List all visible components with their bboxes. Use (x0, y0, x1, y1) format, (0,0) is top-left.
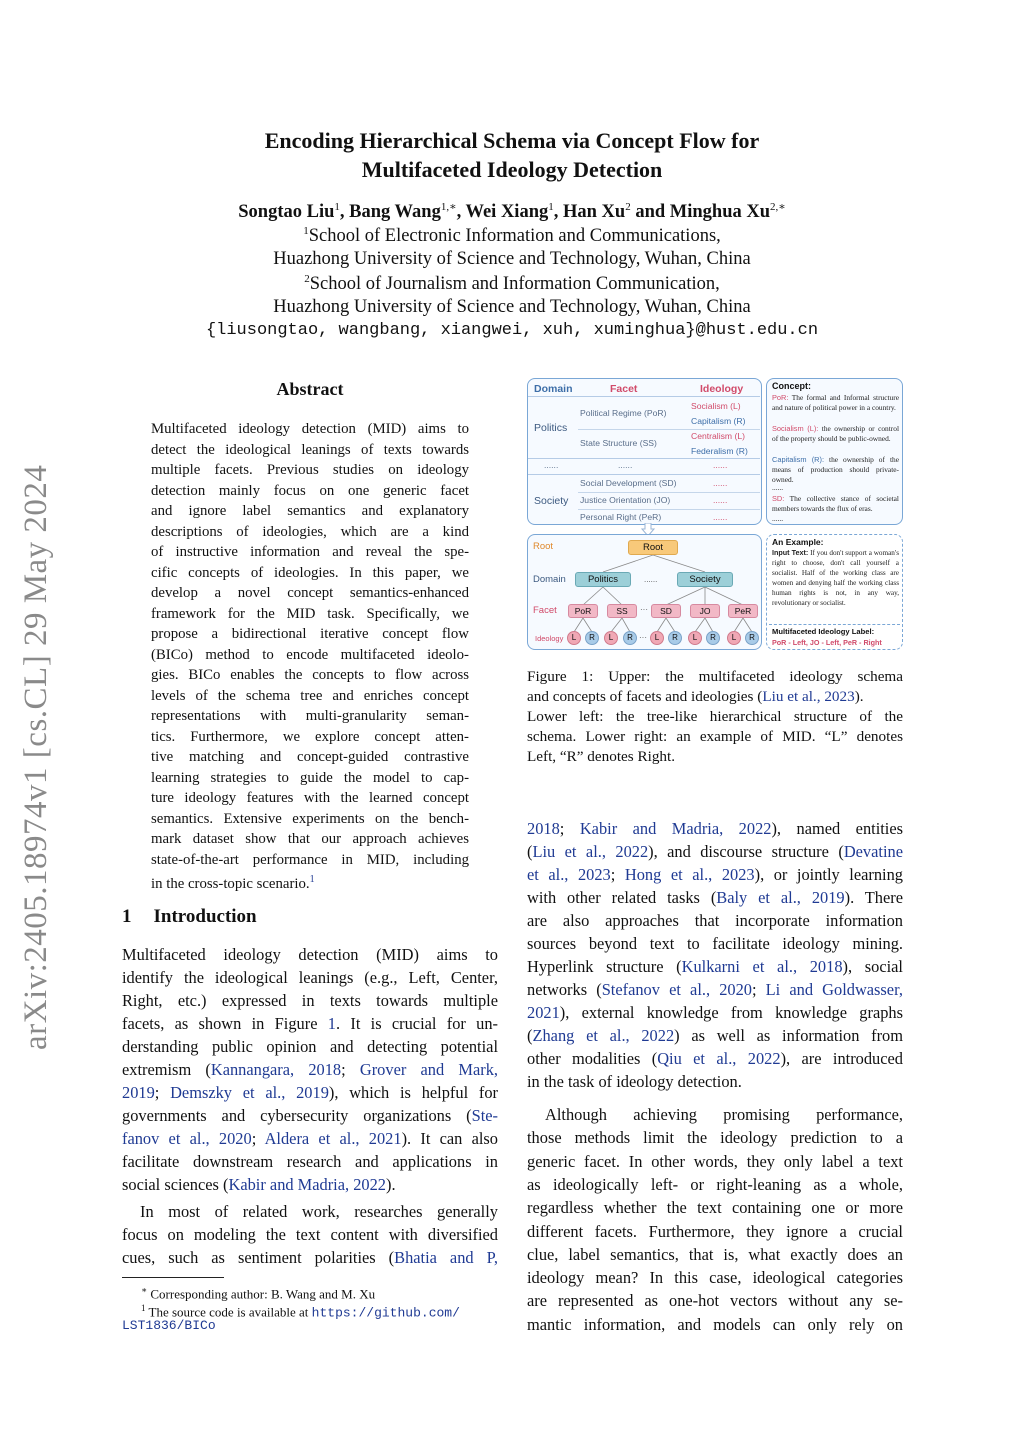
row-divider (578, 429, 760, 430)
leaf-right: R (623, 631, 637, 645)
citation-link[interactable]: Ste- (471, 1106, 498, 1125)
text: ; (341, 1060, 360, 1079)
author-1: Songtao Liu (238, 202, 335, 223)
citation-link[interactable]: Bhatia and P, (394, 1248, 498, 1267)
text: ), are introduced (780, 1049, 903, 1068)
ellipsis: ...... (544, 460, 559, 470)
leaf-right: R (668, 631, 682, 645)
schema-header-domain: Domain (534, 383, 573, 395)
abstract-line: gies. BICo enables the concepts to flow across (151, 667, 469, 683)
affiliation-1-sup: 1 (303, 225, 309, 237)
text: ). It can also (401, 1129, 499, 1148)
tree-node-ss: SS (607, 604, 637, 618)
facet-jo: Justice Orientation (JO) (580, 495, 671, 505)
leaf-left: L (727, 631, 741, 645)
ellipsis: ...... (772, 514, 784, 523)
affiliation-2 (150, 273, 874, 295)
text: networks ( (527, 980, 602, 999)
abstract-line: develop a novel concept semantics-enhanced (151, 585, 469, 601)
footnote-1-text: Corresponding author: B. Wang and M. Xu (150, 1286, 376, 1302)
level-facet-label: Facet (533, 605, 557, 616)
affiliation-1-university: Huazhong University of Science and Technology, Wuhan, China (273, 249, 751, 269)
citation-link[interactable]: Kabir and Madria, 2022 (228, 1175, 386, 1194)
intro-right-line: in the task of ideology detection. (527, 1072, 742, 1091)
figure-ref-link[interactable]: 1 (327, 1014, 336, 1033)
domain-society: Society (534, 495, 569, 507)
ellipsis: ...... (644, 575, 658, 584)
text: cues, such as sentiment polarities ( (122, 1248, 395, 1267)
abstract-line: multiple facets. Previous studies on ideology (151, 462, 469, 478)
intro-line: identify the ideological leanings (e.g., Left, Center, (122, 968, 498, 987)
intro-line: facilitate downstream research and applications in (122, 1152, 498, 1171)
concept-por (772, 393, 899, 413)
leaf-left: L (567, 631, 581, 645)
footnote-2-mark: 1 (141, 1303, 146, 1313)
example-input (772, 548, 899, 608)
concept-heading: Concept: (772, 381, 811, 391)
arxiv-stamp: arXiv:2405.18974v1 [cs.CL] 29 May 2024 (18, 464, 54, 1050)
text: ). (854, 688, 864, 705)
ideology-capitalism: Capitalism (R) (691, 416, 746, 426)
intro-right-line (527, 886, 903, 909)
tree-node-per: PeR (728, 604, 758, 618)
text: ; (154, 1083, 171, 1102)
abstract-line: detection mainly focus on one generic facet (151, 482, 469, 499)
abstract-line: semantics. Extensive experiments on the bench- (151, 810, 469, 827)
level-domain-label: Domain (533, 574, 566, 585)
level-root-label: Root (533, 541, 554, 552)
ellipsis: ...... (713, 460, 728, 470)
abstract-line: descriptions of ideologies, which are a kind (151, 523, 469, 540)
abstract-line: detect the ideological leanings of texts towards (151, 441, 469, 458)
author-and: and (635, 202, 666, 223)
abstract-line: propose a bidirectional iterative concept flow (151, 626, 469, 642)
intro-right-line: different facets. Furthermore, they ignore a crucial (527, 1221, 903, 1241)
figure-caption-line: Left, “R” denotes Right. (527, 748, 676, 765)
author-5-sup: 2,∗ (770, 201, 786, 213)
title-line-2: Multifaceted Ideology Detection (361, 157, 663, 182)
author-1-sup: 1 (334, 201, 340, 213)
abstract-line: and ignore label semantics and explanatory (151, 503, 469, 519)
text: ; (610, 865, 625, 884)
intro-right-line: sources beyond text to facilitate ideology mining. (527, 934, 903, 953)
text: ), external knowledge from knowledge graphs (559, 1003, 903, 1022)
concept-sd (772, 494, 899, 514)
figure-caption-line: Figure 1: Upper: the multifaceted ideology schema (527, 668, 903, 685)
facet-ss: State Structure (SS) (580, 438, 657, 448)
abstract-line: tive matching and concept-guided contrastive (151, 749, 469, 765)
text: ; (751, 980, 766, 999)
intro-right-line: clue, label semantics, that is, what exactly does an (527, 1244, 903, 1264)
intro-right-line (527, 1047, 903, 1070)
title-line-1: Encoding Hierarchical Schema via Concept Flow for (264, 128, 760, 153)
text: extremism ( (122, 1060, 211, 1079)
concept-socialism-label: Socialism (L): (772, 424, 819, 433)
text: . It is crucial for un- (335, 1014, 498, 1033)
text: ; (251, 1129, 265, 1148)
intro-right-line: are also approaches that incorporate information (527, 911, 903, 930)
citation-link[interactable]: 2018 (527, 819, 560, 838)
facet-por: Political Regime (PoR) (580, 408, 667, 418)
intro-right-line: those methods limit the ideology prediction to a (527, 1128, 903, 1148)
concept-capitalism-label: Capitalism (R): (772, 455, 825, 464)
text: and concepts of facets and ideologies ( (527, 688, 763, 705)
citation-link[interactable]: Zhang et al., 2022 (532, 1026, 675, 1045)
abstract-line: state-of-the-art performance in MID, including (151, 851, 469, 868)
citation-link[interactable]: Kabir and Madria, 2022 (579, 819, 772, 838)
ellipsis: ...... (772, 483, 784, 492)
paper-title (150, 126, 874, 184)
citation-link[interactable]: Kannangara, 2018 (210, 1060, 342, 1079)
intro-line: Multifaceted ideology detection (MID) aims to (122, 945, 498, 964)
ellipsis: ...... (618, 460, 633, 470)
affiliation-2-sup: 2 (304, 273, 310, 285)
text: with other related tasks ( (527, 888, 717, 907)
facet-per: Personal Right (PeR) (580, 512, 662, 522)
text: ) as well as information from (674, 1026, 903, 1045)
intro-line (122, 1058, 498, 1081)
citation-link[interactable]: Baly et al., 2019 (716, 888, 845, 907)
abstract-line: framework for the MID task. Specifically, we (151, 605, 469, 622)
intro-line (122, 1081, 498, 1104)
citation-link[interactable]: Kulkarni et al., 2018 (681, 957, 843, 976)
intro-right-line (527, 1024, 903, 1047)
citation-link[interactable]: Grover and Mark, (359, 1060, 498, 1079)
intro-right-line (527, 955, 903, 978)
ellipsis: ··· (639, 633, 647, 642)
citation-link[interactable]: Aldera et al., 2021 (264, 1129, 402, 1148)
section-heading (122, 906, 257, 928)
row-divider (528, 458, 760, 459)
text: social sciences ( (122, 1175, 229, 1194)
intro-line (122, 1104, 498, 1127)
affiliation-1 (150, 225, 874, 247)
section-title: Introduction (153, 906, 257, 927)
citation-link[interactable]: Qiu et al., 2022 (657, 1049, 781, 1068)
citation-link[interactable]: Devatine (843, 842, 903, 861)
affiliation-2-text: School of Journalism and Information Communication, (309, 274, 720, 295)
abstract-line: of instructive information and reveal the spe- (151, 544, 469, 560)
citation-link[interactable]: et al., 2023 (527, 865, 611, 884)
intro-right-line: ideology mean? In this case, ideological categories (527, 1268, 903, 1288)
footnote-2-text: The source code is available at (148, 1304, 312, 1320)
abstract-line: levels of the schema tree and enriches concept (151, 687, 469, 704)
text: ), which is helpful for (328, 1083, 498, 1102)
intro-right-line: Although achieving promising performance, (545, 1105, 903, 1124)
section-number: 1 (122, 906, 132, 927)
intro-line (122, 1127, 498, 1150)
leaf-right: R (585, 631, 599, 645)
abstract-line: learning strategies to guide the model to cap- (151, 769, 469, 786)
intro-right-line: are represented as one-hot vectors without any se- (527, 1291, 903, 1311)
intro-right-line: as ideologically left- or right-leaning as a whole, (527, 1174, 903, 1194)
schema-table (527, 378, 762, 525)
intro-right-line (527, 840, 903, 863)
footnote-1-mark: ∗ (141, 1285, 148, 1295)
author-2-sup: 1,∗ (440, 201, 457, 213)
citation-link[interactable]: Liu et al., 2022 (532, 842, 649, 861)
facet-sd: Social Development (SD) (580, 478, 677, 488)
tree-node-sd: SD (651, 604, 681, 618)
intro-line: derstanding public opinion and detecting potential (122, 1037, 498, 1056)
intro-line: Right, etc.) expressed in texts towards multiple (122, 991, 498, 1010)
author-3-sup: 1 (548, 201, 554, 213)
text: ). (386, 1175, 396, 1194)
row-divider (578, 509, 760, 510)
leaf-left: L (604, 631, 618, 645)
example-heading: An Example: (772, 537, 824, 547)
affiliation-2-university: Huazhong University of Science and Technology, Wuhan, China (273, 297, 751, 317)
example-input-text: If you don't support a woman's right to choose, don't call yourself a socialist. Half of the working class are women and denying half the working class human rights is not, in any way, revolutionary or socialist. (772, 549, 899, 607)
intro-right-line (527, 1001, 903, 1024)
text: ( (527, 842, 533, 861)
abstract-last-text: in the cross-topic scenario. (151, 875, 310, 892)
intro-line (122, 1012, 498, 1035)
abstract-line: representations with multi-granularity seman- (151, 708, 469, 724)
author-emails: {liusongtao, wangbang, xiangwei, xuh, xuminghua}@hust.edu.cn (205, 321, 819, 340)
figure-caption-line: Lower left: the tree-like hierarchical structure of the (527, 708, 903, 725)
ellipsis: ...... (713, 478, 728, 488)
intro-right-line: generic facet. In other words, they only label a text (527, 1151, 903, 1171)
text: ), social (842, 957, 903, 976)
abstract-line: mark dataset show that our approach achieves (151, 831, 469, 847)
source-code-link-cont[interactable]: LST1836/BICo (122, 1318, 216, 1333)
citation-link[interactable]: Stefanov et al., 2020 (601, 980, 752, 999)
text: ). There (844, 888, 903, 907)
intro-line: focus on modeling the text content with diversified (122, 1225, 498, 1244)
abstract-line: cific concepts of ideologies. In this paper, we (151, 564, 469, 581)
concept-socialism-text: the ownership or control of the property should be public-owned. (772, 424, 900, 444)
author-list: Songtao Liu$^1$, Bang Wang$^{1,∗}$, Wei Xiang$^1$, Han Xu$^2$ and Minghua $Xu^{2,∗}$ (238, 201, 786, 223)
text: facets, as shown in Figure (122, 1014, 328, 1033)
text: ( (527, 1026, 533, 1045)
concept-sd-text: The collective stance of societal members towards the flux of eras. (772, 494, 899, 514)
example-divider (769, 624, 900, 625)
abstract-line: (BICo) method to encode multifaceted ideolo- (151, 646, 469, 663)
abstract-heading: Abstract (276, 379, 344, 399)
intro-line (122, 1173, 498, 1196)
tree-node-root: Root (628, 540, 678, 555)
leaf-right: R (706, 631, 720, 645)
footnote-ref-1[interactable]: 1 (309, 874, 315, 885)
footnote-rule (122, 1277, 224, 1278)
citation-link[interactable]: Hong et al., 2023 (624, 865, 755, 884)
tree-node-society: Society (677, 572, 733, 587)
text: ), and discourse structure ( (648, 842, 844, 861)
tree-box (527, 534, 762, 650)
label-value: PoR - Left, JO - Left, PeR - Right (772, 638, 882, 647)
abstract-line: tics. Furthermore, we explore concept atten- (151, 728, 469, 745)
concept-sd-label: SD: (772, 494, 785, 503)
concept-capitalism-text: the ownership of the means of production should private-owned. (772, 455, 899, 485)
citation-link[interactable]: Liu et al., 2023 (762, 688, 855, 705)
text: ), or jointly learning (754, 865, 903, 884)
text: Hyperlink structure ( (527, 957, 682, 976)
schema-header-facet: Facet (610, 383, 638, 395)
intro-right-line (527, 978, 903, 1001)
author-5: Minghua Xu (669, 202, 771, 223)
level-ideology-label: Ideology (535, 634, 564, 643)
intro-line (122, 1246, 498, 1269)
abstract-last-line (151, 870, 469, 894)
concept-socialism (772, 424, 899, 444)
ellipsis: ...... (713, 512, 728, 522)
author-2: Bang Wang (349, 202, 441, 223)
row-divider (578, 492, 760, 493)
concept-box (766, 378, 903, 525)
author-4-sup: 2 (625, 201, 631, 213)
author-3: Wei Xiang (465, 202, 549, 223)
row-divider (528, 474, 760, 475)
ideology-centralism: Centralism (L) (691, 431, 745, 441)
figure-caption-line: schema. Lower right: an example of MID. “L” denotes (527, 728, 903, 745)
author-4: Han Xu (562, 202, 626, 223)
tree-node-por: PoR (568, 604, 598, 618)
tree-node-jo: JO (690, 604, 720, 618)
affiliation-1-text: School of Electronic Information and Communications, (308, 226, 721, 247)
leaf-right: R (745, 631, 759, 645)
ideology-federalism: Federalism (R) (691, 446, 748, 456)
concept-capitalism (772, 455, 899, 486)
concept-por-label: PoR: (772, 393, 789, 402)
source-code-link[interactable]: https://github.com/ (311, 1305, 460, 1321)
concept-por-text: The formal and Informal structure and nature of political power in a country. (772, 393, 899, 413)
figure-caption-line (527, 687, 903, 708)
text: ; (559, 819, 580, 838)
ideology-socialism: Socialism (L) (691, 401, 741, 411)
text: governments and cybersecurity organizations ( (122, 1106, 472, 1125)
intro-right-line: mantic information, and models can only rely on (527, 1314, 903, 1334)
leaf-left: L (688, 631, 702, 645)
text: other modalities ( (527, 1049, 658, 1068)
citation-link[interactable]: fanov et al., 2020 (122, 1129, 252, 1148)
ellipsis: ··· (640, 605, 648, 614)
domain-politics: Politics (534, 422, 568, 434)
example-box (766, 534, 903, 650)
intro-line: In most of related work, researches generally (140, 1202, 498, 1221)
abstract-line: Multifaceted ideology detection (MID) aims to (151, 421, 469, 437)
text: ), named entities (771, 819, 904, 838)
tree-node-politics: Politics (575, 572, 631, 587)
leaf-left: L (650, 631, 664, 645)
schema-header-ideology: Ideology (700, 383, 744, 395)
abstract-line: ture ideology features with the learned concept (151, 790, 469, 806)
label-heading: Multifaceted Ideology Label: (772, 627, 875, 636)
intro-right-line (527, 863, 903, 886)
citation-link[interactable]: 2019 (122, 1083, 155, 1102)
ellipsis: ...... (713, 495, 728, 505)
intro-right-line: regardless whether the text containing one or more (527, 1198, 903, 1218)
example-input-label: Input Text: (772, 548, 809, 557)
citation-link[interactable]: 2021 (527, 1003, 560, 1022)
citation-link[interactable]: Demszky et al., 2019 (170, 1083, 329, 1102)
citation-link[interactable]: Li and Goldwasser, (765, 980, 903, 999)
intro-right-line (527, 817, 903, 840)
